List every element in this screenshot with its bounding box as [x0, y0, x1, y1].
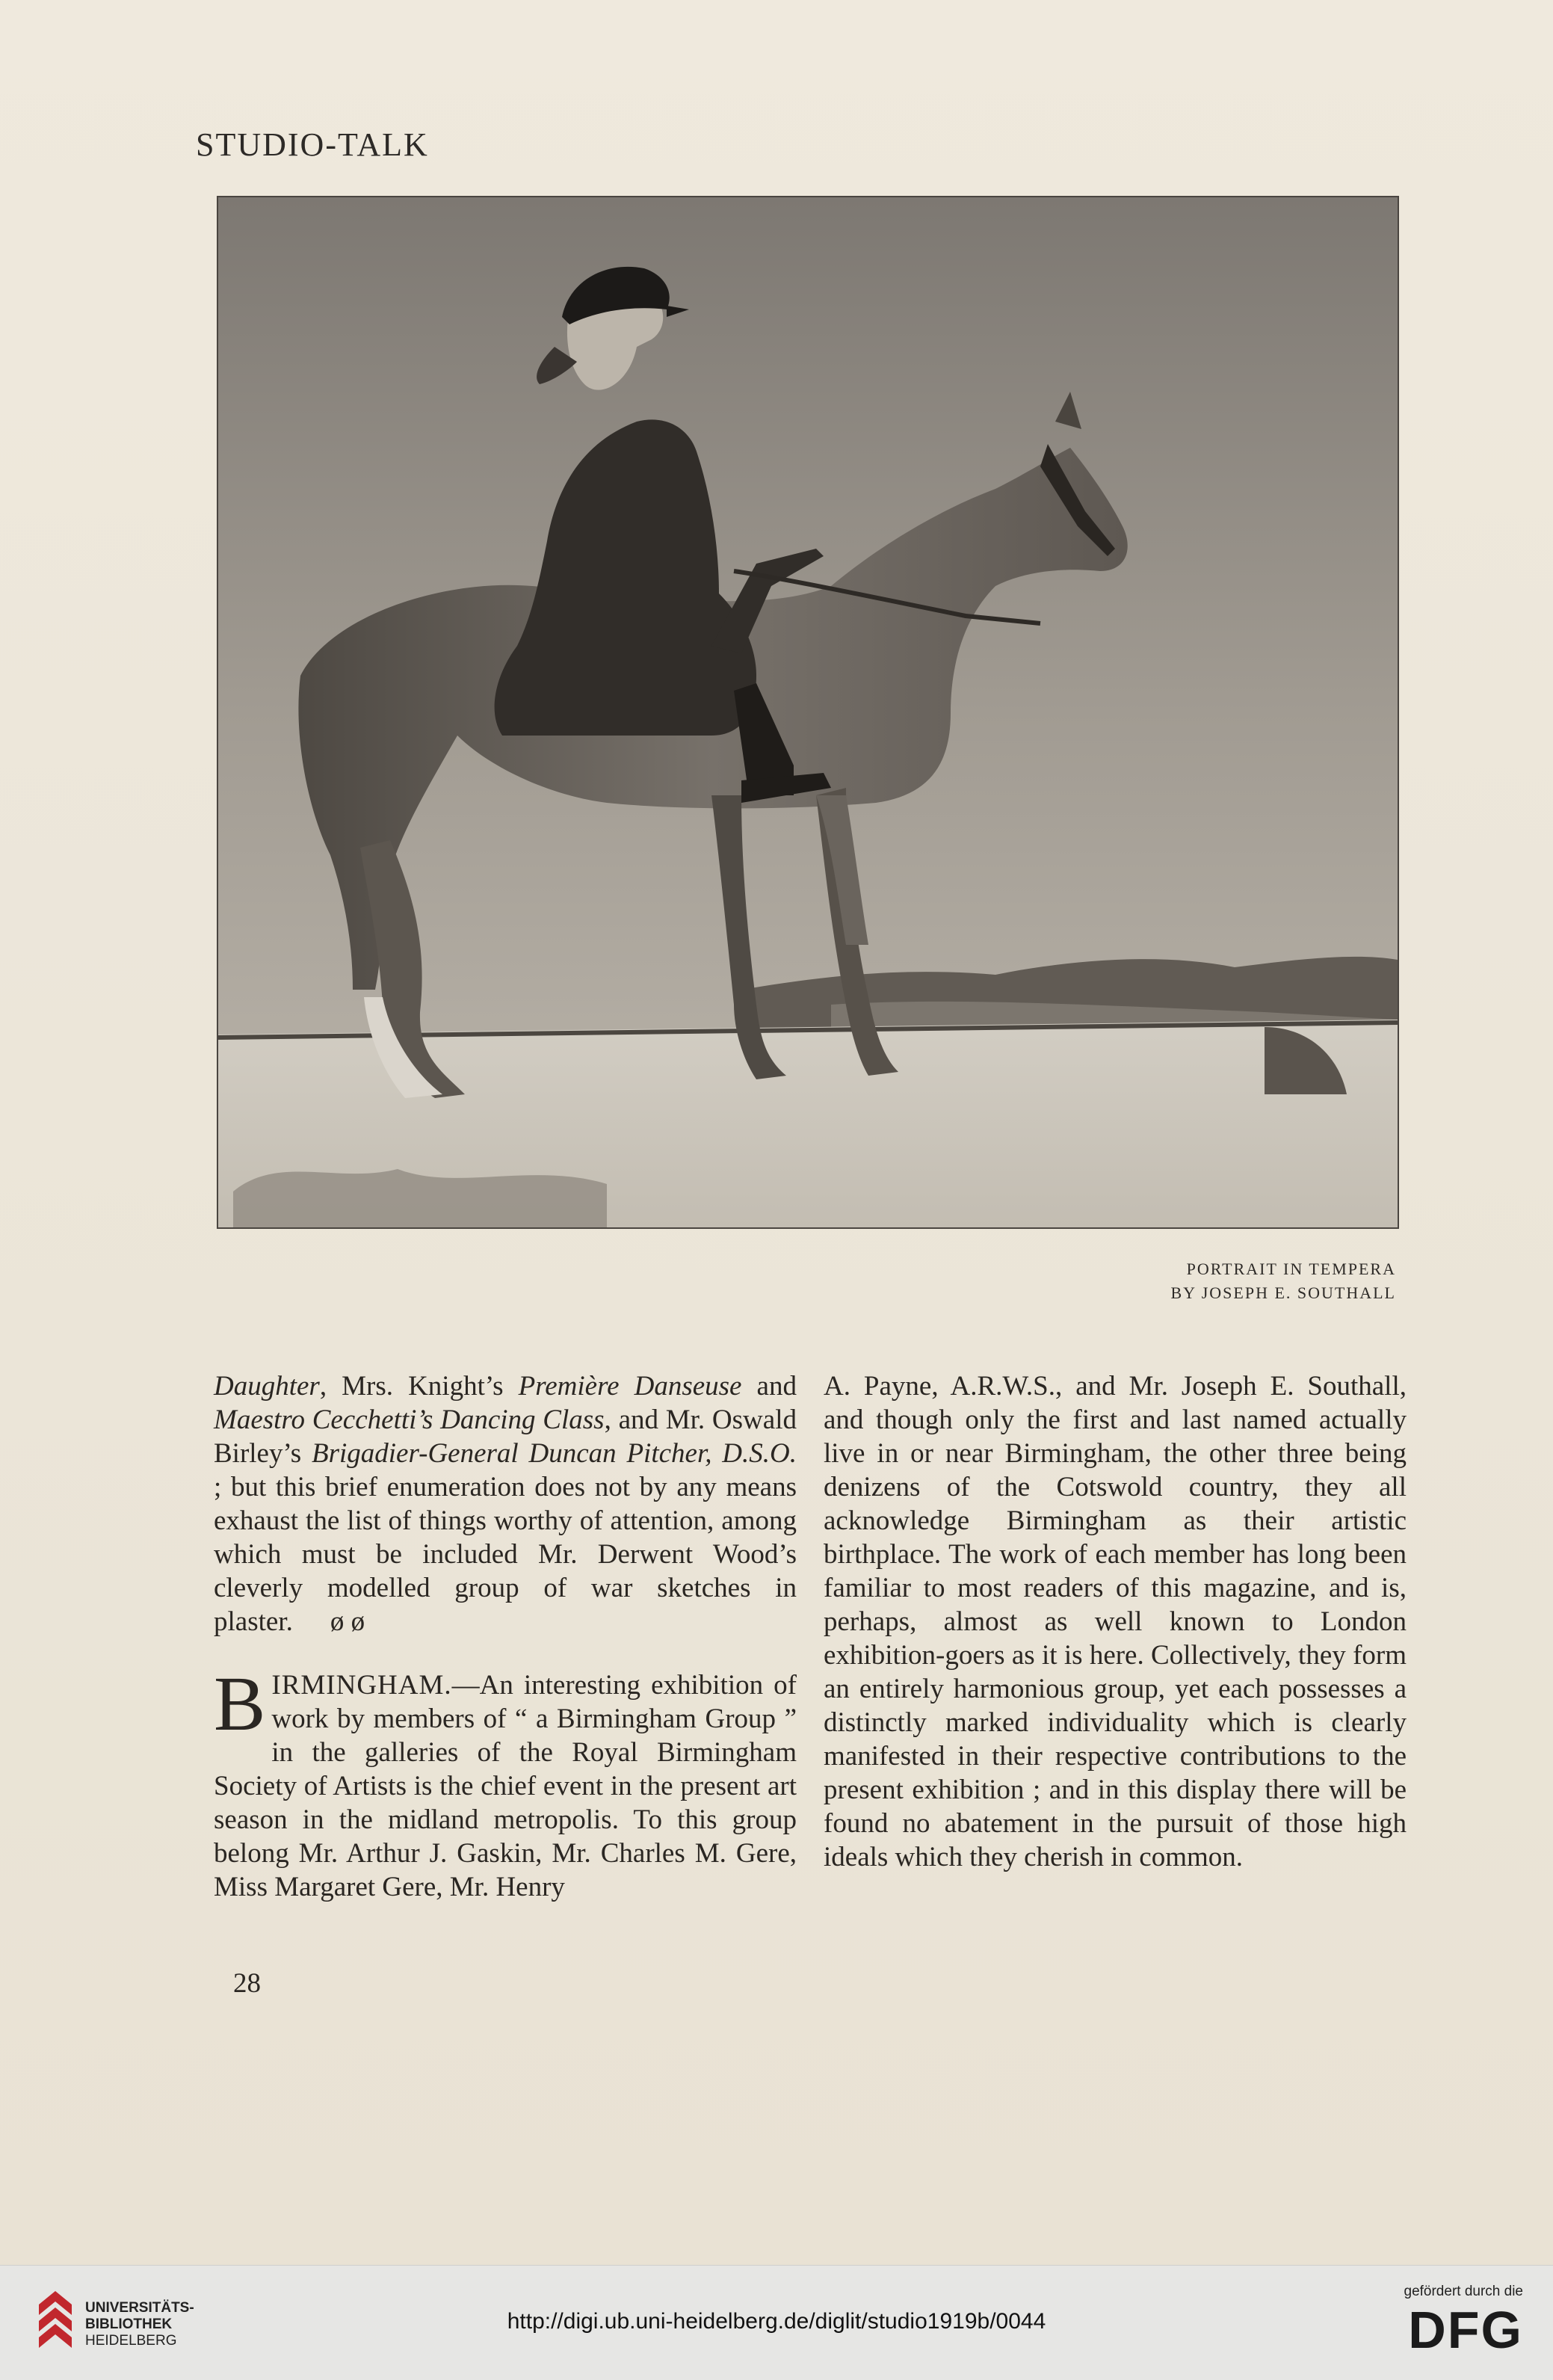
page-number: 28: [233, 1968, 261, 1999]
paragraph-text: [214, 1371, 797, 1637]
portrait-illustration: [217, 196, 1399, 1229]
text-run: and: [741, 1371, 797, 1402]
funding-note: gefördert durch die: [1404, 2284, 1523, 2299]
italic-title-run: Première Danseuse: [518, 1371, 742, 1402]
text-run: ; but this brief enumeration does not by any means exhaust the list of things worthy of attention, among which must be included Mr. Derwent Wood’s cleverly modelled group of war sketches in plaster.: [214, 1472, 797, 1637]
horsewoman-painting: [218, 197, 1398, 1227]
plate-caption: [1170, 1257, 1396, 1305]
caption-title: PORTRAIT IN TEMPERA: [1186, 1260, 1396, 1278]
funder-block: [1404, 2284, 1524, 2360]
text-run: , and Mr. Oswald Birley’s: [214, 1405, 797, 1469]
paragraph-text: —An interesting exhibition of work by members of “ a Birmingham Group ” in the galleries of the Royal Birmingham Society of Artists is the chief event in the present art season in the midland metropolis. To this group belong Mr. Arthur J. Gaskin, Mr. Charles M. Gere, Miss Margaret Gere, Mr. Henry: [214, 1670, 797, 1902]
drop-cap: B: [214, 1661, 266, 1747]
text-run: , Mrs. Knight’s: [319, 1371, 519, 1402]
section-lead: IRMINGHAM.: [271, 1670, 452, 1701]
italic-title-run: Maestro Cecchetti’s Dancing Class: [214, 1405, 605, 1435]
dfg-logo: DFG: [1408, 2301, 1523, 2359]
viewer-footer: [0, 2265, 1553, 2380]
italic-title-run: Daughter: [214, 1371, 320, 1402]
right-text-column: [824, 1369, 1407, 1874]
paragraph-exhibition-list: [214, 1369, 797, 1638]
italic-title-run: Brigadier-General Duncan Pitcher, D.S.O.: [311, 1438, 797, 1469]
ornament: ø ø: [330, 1606, 365, 1637]
library-name: UNIVERSITÄTS- BIBLIOTHEK HEIDELBERG: [85, 2300, 194, 2349]
permalink-url[interactable]: http://digi.ub.uni-heidelberg.de/diglit/studio1919b/0044: [507, 2309, 1046, 2334]
caption-artist: BY JOSEPH E. SOUTHALL: [1170, 1283, 1396, 1302]
paragraph-birmingham: [214, 1661, 797, 1904]
running-head: STUDIO-TALK: [196, 126, 429, 163]
paragraph-continuation: A. Payne, A.R.W.S., and Mr. Joseph E. Southall, and though only the first and last named actually live in or near Birmingham, the other three being denizens of the Cotswold country, they all acknowledge Birmingham as their artistic birthplace. The work of each member has long been familiar to most readers of this magazine, and is, perhaps, almost as well known to London exhibition-goers as it is here. Collectively, they form an entirely harmonious group, yet each possesses a distinctly marked individuality which is clearly manifested in their respective contributions to the present exhibition ; and in this display there will be found no abatement in the pursuit of those high ideals which they cherish in common.: [824, 1371, 1407, 1872]
left-text-column: [214, 1369, 797, 1904]
